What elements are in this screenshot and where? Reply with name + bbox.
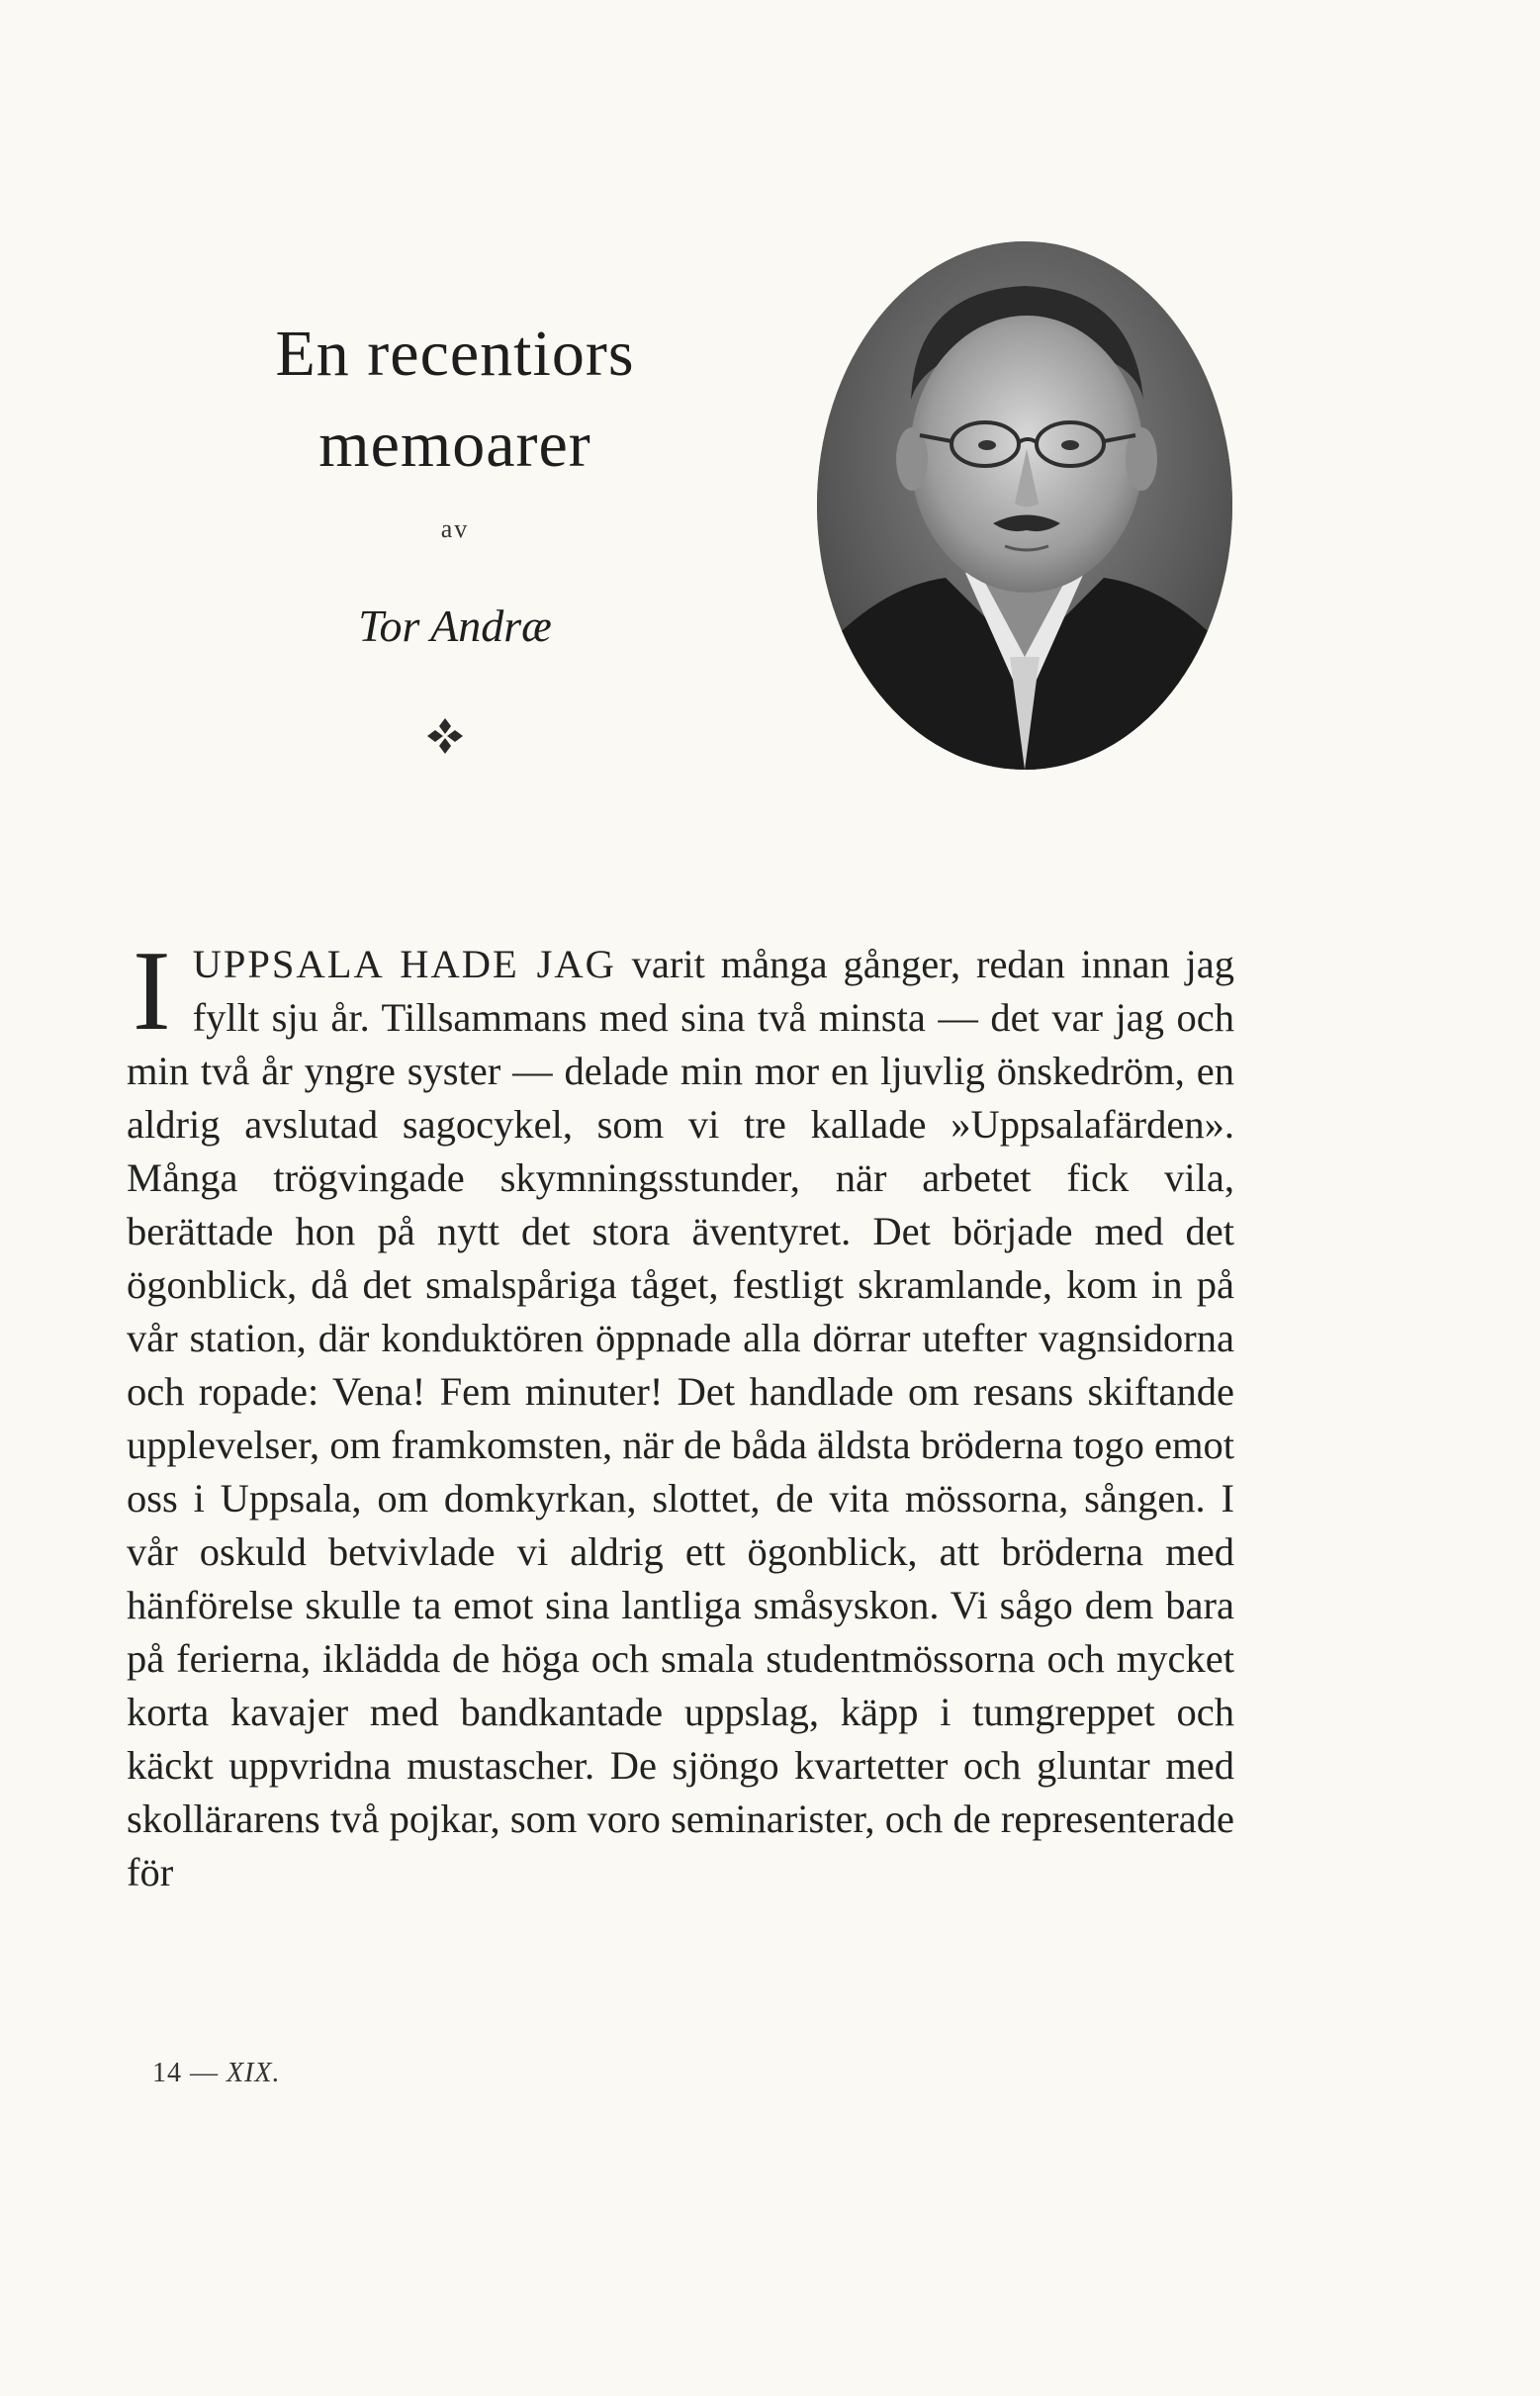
page-footer — [152, 2058, 281, 2089]
signature-mark: XIX. — [226, 2058, 281, 2088]
lead-in-caps: UPPSALA HADE JAG — [192, 942, 616, 986]
portrait-photo — [817, 241, 1232, 770]
paragraph-text: varit många gånger, redan innan jag fyllt sju år. Tillsammans med sina två minsta — det var jag och min två år yngre syster — delade min mor en ljuvlig önskedröm, en aldrig avslutad sagocykel, som vi tre kallade »Uppsalafärden». Många trögvingade skymningsstunder, när arbetet fick vila, berättade hon på nytt det stora äventyret. Det började med det ögonblick, då det smalspåriga tåget, festligt skramlande, kom in på vår station, där konduktören öppnade alla dörrar utefter vagnsidorna och ropade: Vena! Fem minuter! Det handlade om resans skiftande upplevelser, om framkomsten, när de båda äldsta bröderna togo emot oss i Uppsala, om domkyrkan, slottet, de vita mössorna, sången. I vår oskuld betvivlade vi aldrig ett ögonblick, att bröderna med hänförelse skulle ta emot sina lantliga småsyskon. Vi sågo dem bara på ferierna, iklädda de höga och smala studentmössorna och mycket korta kavajer med bandkantade uppslag, käpp i tumgreppet och käckt uppvridna mustascher. De sjöngo kvartetter och gluntar med skollärarens två pojkar, som voro seminarister, och de representerade för — [127, 942, 1234, 1894]
diamond-fleuron-icon — [423, 714, 467, 758]
body-paragraph — [127, 928, 1234, 1899]
drop-cap: I — [133, 928, 171, 1055]
footer-dash: — — [190, 2058, 219, 2088]
byline-av: av — [440, 514, 470, 543]
page-number: 14 — [152, 2058, 182, 2088]
title-line-2: memoarer — [318, 409, 591, 481]
title-line-1: En recentiors — [275, 318, 635, 390]
author-name: Tor Andræ — [358, 600, 552, 651]
